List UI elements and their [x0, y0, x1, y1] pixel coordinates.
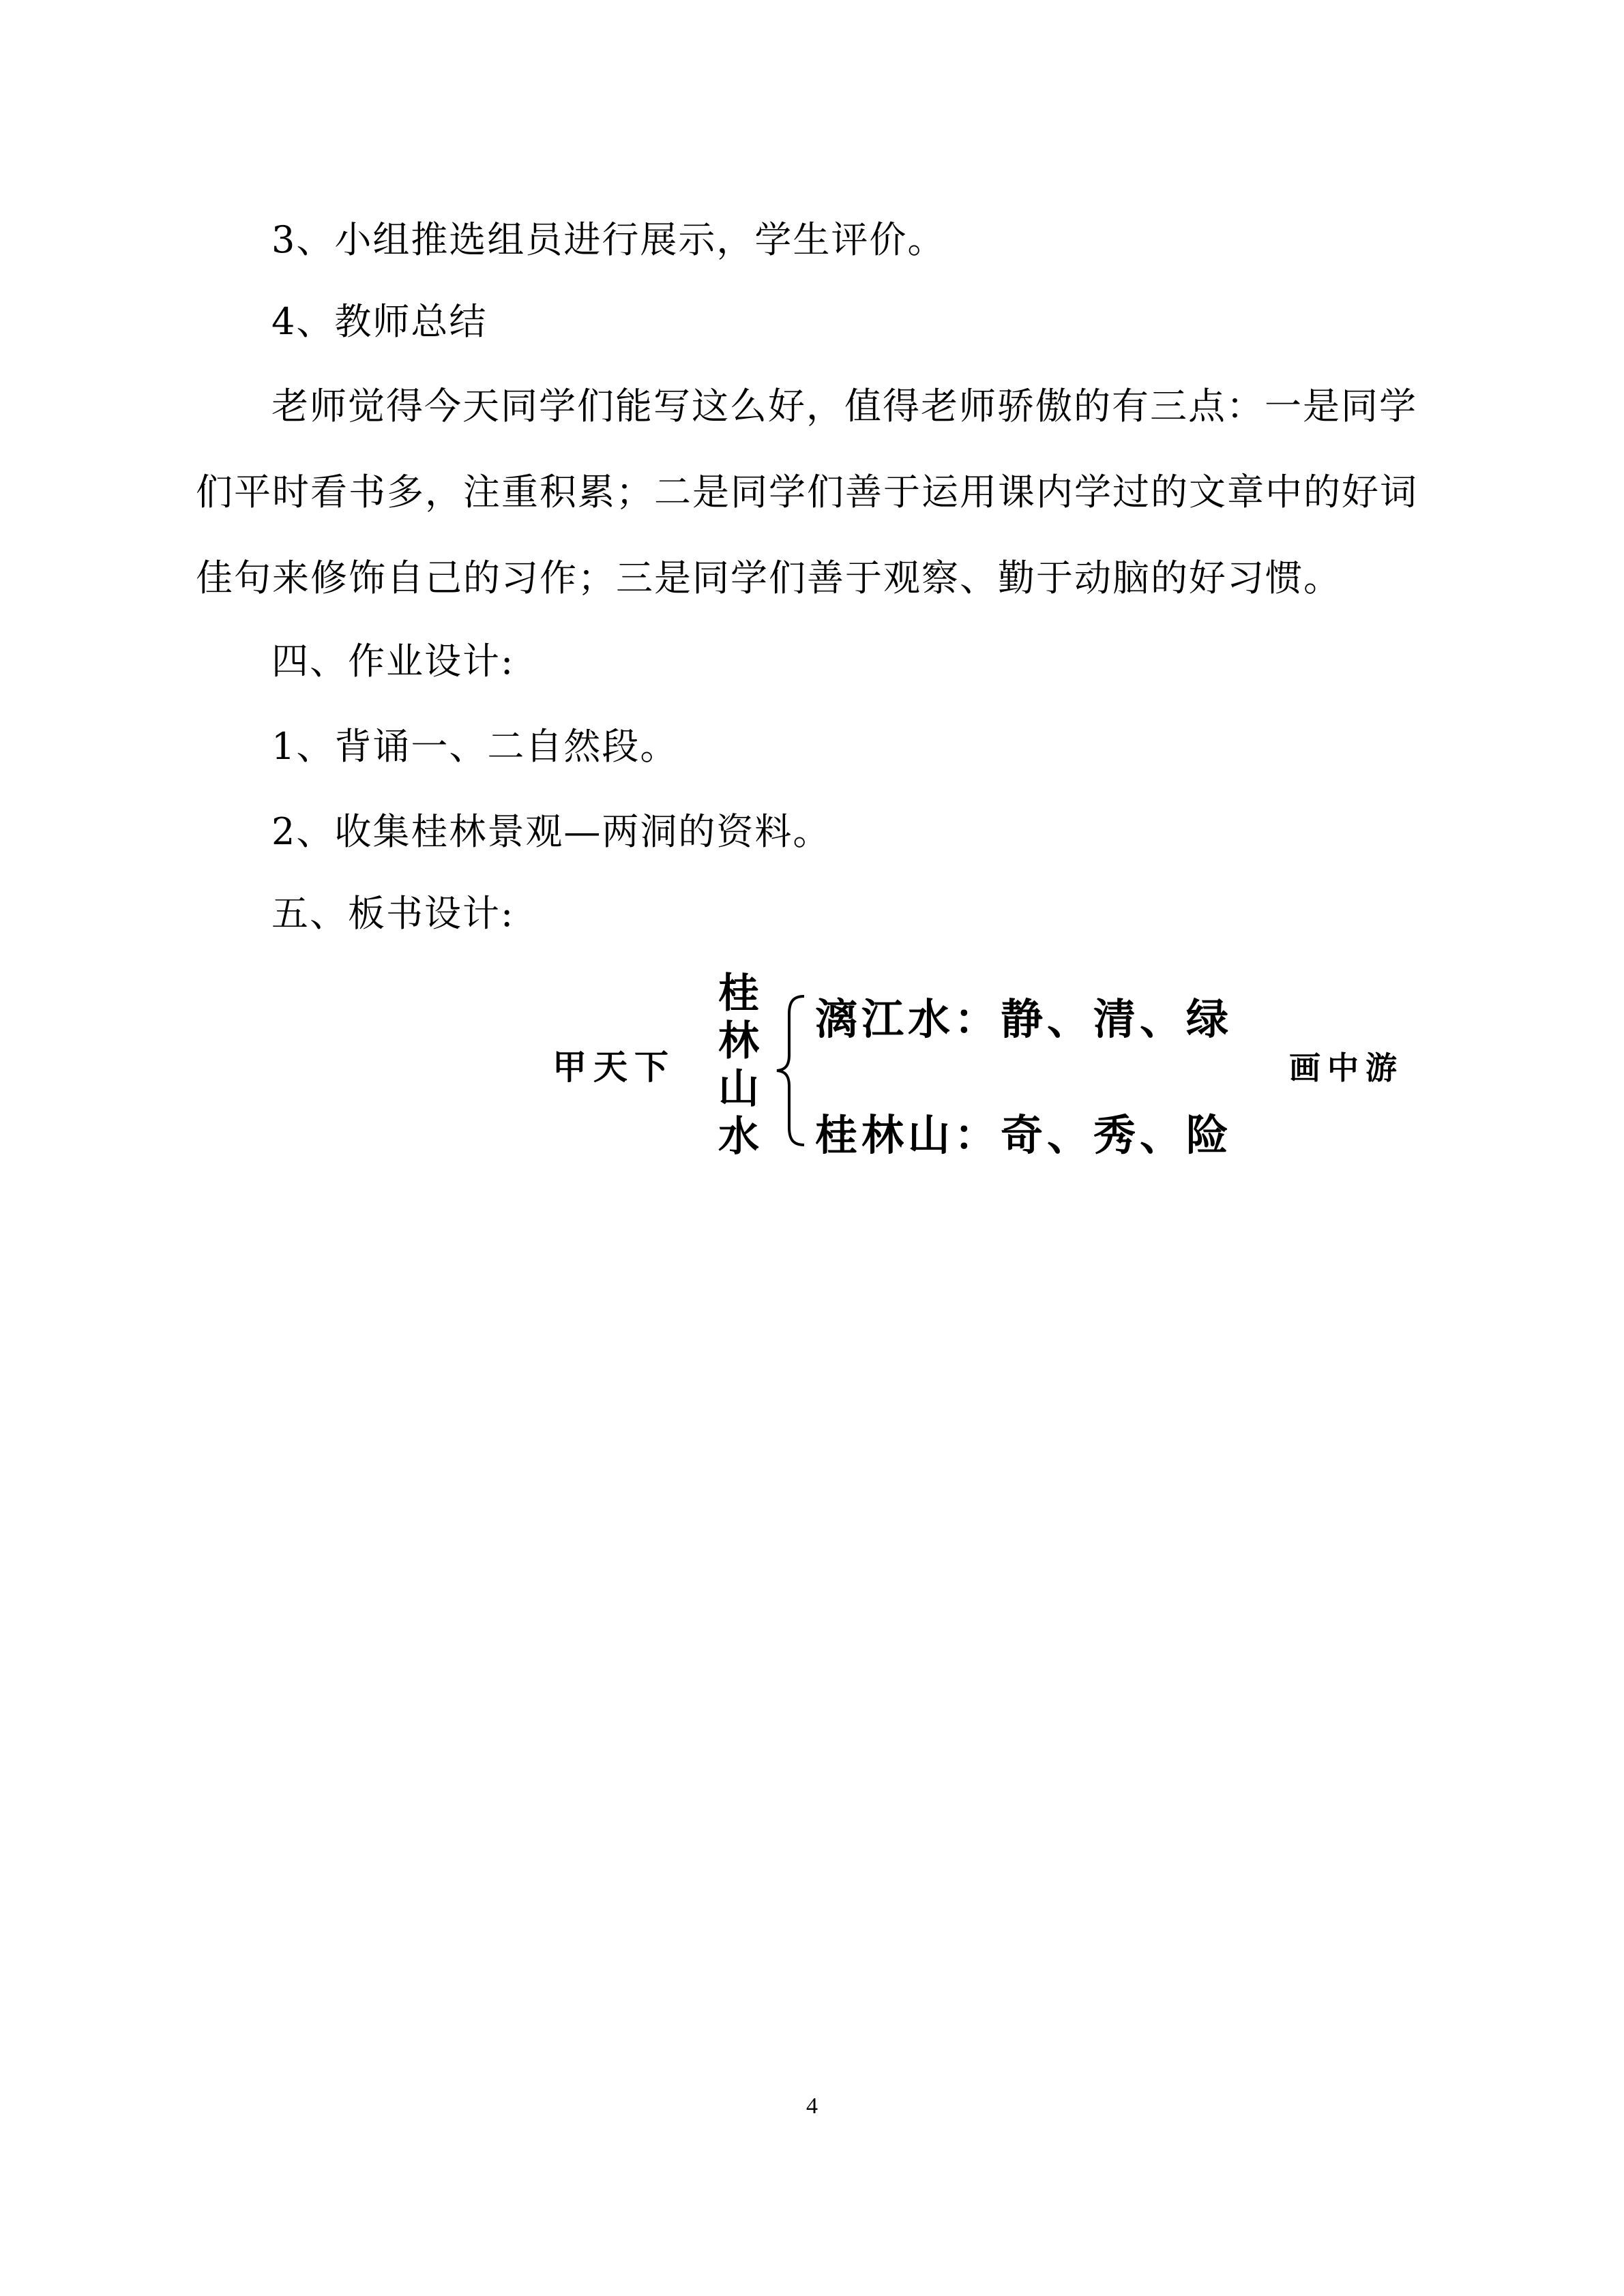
- paragraph-step-4: 4、教师总结: [271, 300, 488, 343]
- paragraph-step-3: 3、小组推选组员进行展示，学生评价。: [271, 218, 946, 261]
- board-bottom-line: 桂林山：奇、秀、险: [815, 1110, 1233, 1160]
- board-top-line: 漓江水：静、清、绿: [815, 994, 1233, 1044]
- board-vertical-char: 桂: [718, 970, 759, 1017]
- board-vertical-char: 水: [718, 1113, 759, 1161]
- homework-item-2: 2、收集桂林景观—两洞的资料。: [271, 810, 831, 853]
- paragraph-summary-line-3: 佳句来修饰自己的习作；三是同学们善于观察、勤于动脑的好习惯。: [196, 556, 1342, 599]
- board-vertical-title: [715, 970, 763, 1161]
- paragraph-summary-line-1: 老师觉得今天同学们能写这么好，值得老师骄傲的有三点：一是同学: [271, 385, 1417, 428]
- paragraph-summary-line-2: 们平时看书多，注重积累；二是同学们善于运用课内学过的文章中的好词: [196, 471, 1418, 513]
- heading-homework: 四、作业设计:: [271, 640, 515, 683]
- board-right-label: 画中游: [1289, 1049, 1404, 1086]
- page-number: 4: [806, 2093, 818, 2119]
- board-vertical-char: 林: [718, 1017, 759, 1065]
- homework-item-1: 1、背诵一、二自然段。: [271, 725, 679, 768]
- heading-board-design: 五、板书设计:: [271, 892, 515, 935]
- curly-brace-icon: [774, 992, 808, 1149]
- board-left-label: 甲天下: [552, 1047, 675, 1087]
- board-vertical-char: 山: [718, 1065, 759, 1113]
